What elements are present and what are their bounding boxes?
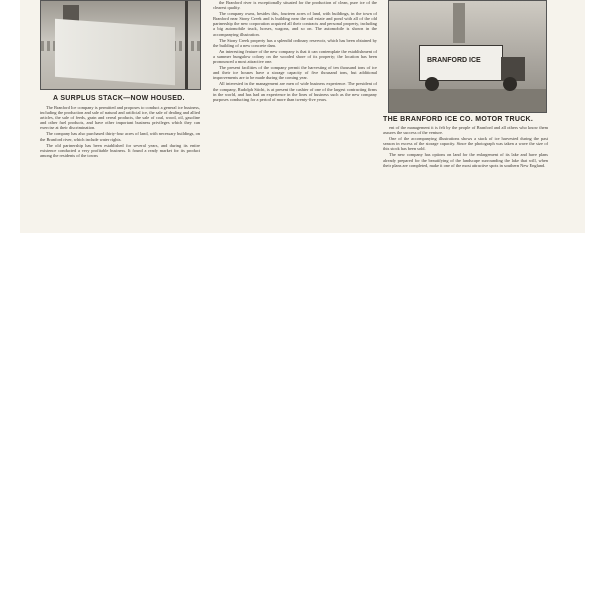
- paragraph: The new company has options on land for the enlargement of its lake and have plans already prepared for the beautifying of the landscape surrounding the lake that will, when their plans are completed, make it one of the most attractive spots in southern New England.: [383, 152, 548, 168]
- text-column-1: [40, 105, 200, 159]
- truck-signage: BRANFORD ICE: [427, 57, 481, 64]
- ice-stack: [55, 19, 175, 85]
- ground: [389, 89, 546, 112]
- paragraph: The Branford Ice company is permitted and proposes to conduct a general ice business, including the production and sale of natural and artificial ice, the sale of dealing and allied articles, the sale of feeds, grain and cereal products, the sale of coal, wood, oil, gasoline and other fuel products, and have other important business privileges which they can exercise at their discrimination.: [40, 105, 200, 131]
- paragraph: One of the accompanying illustrations shows a stack of ice harvested during the past season in excess of the storage capacity. Since the photograph was taken a wave the size of this stock has been sold.: [383, 136, 548, 152]
- windmill: [453, 3, 465, 43]
- truck-wheel: [503, 77, 517, 91]
- paragraph: the Branford river is exceptionally situated for the production of clean, pure ice of the clearest quality.: [213, 0, 377, 11]
- paragraph: All interested in the management are men of wide business experience. The president of the company, Rudolph Sticht, is at present the cashier of one of the largest contracting firms in the world, and has had an experience in the lines of business such as the new company purposes conducting for a period of more than twenty-five years.: [213, 81, 377, 102]
- paragraph: The Stony Creek property has a splendid ordinary reservoir, which has been obtained by the building of a new concrete dam.: [213, 37, 377, 48]
- paragraph: The company owns, besides this, fourteen acres of land, with buildings, in the town of Branford near Stony Creek and is building near the rail estate and pond with all of the old partnership the new corporation acquired all their contracts and personal property, including a big automobile truck, horses, wagons, and so on. The automobile is shown in the accompanying illustration.: [213, 11, 377, 37]
- utility-pole: [185, 1, 188, 89]
- text-column-2: [213, 0, 377, 103]
- photo-caption-left: A SURPLUS STACK—NOW HOUSED.: [53, 95, 185, 102]
- paragraph: ent of the management it is felt by the people of Branford and all others who know them assures the success of the venture.: [383, 125, 548, 136]
- magazine-page: [20, 0, 585, 233]
- paragraph: The company has also purchased thirty-four acres of land, with necessary buildings, on the Branford river, which include water rights.: [40, 131, 200, 142]
- motor-truck-photo: [388, 0, 547, 113]
- photo-caption-right: THE BRANFORD ICE CO. MOTOR TRUCK.: [383, 116, 534, 123]
- surplus-stack-photo: [40, 0, 201, 90]
- text-column-3: [383, 125, 548, 169]
- paragraph: The present facilities of the company permit the harvesting of ten thousand tons of ice and their ice houses have a storage capacity of five thousand tons, but additional improvements are to be made during the coming year.: [213, 65, 377, 81]
- truck-wheel: [425, 77, 439, 91]
- paragraph: An interesting feature of the new company is that it can contemplate the establishment of a summer bungalow colony on the wooded shore of its property; the location has been pronounced a most attractive one.: [213, 48, 377, 65]
- paragraph: The old partnership has been established for several years, and during its entire existence conducted a very profitable business. It found a ready market for its product among the residents of the towns: [40, 142, 200, 158]
